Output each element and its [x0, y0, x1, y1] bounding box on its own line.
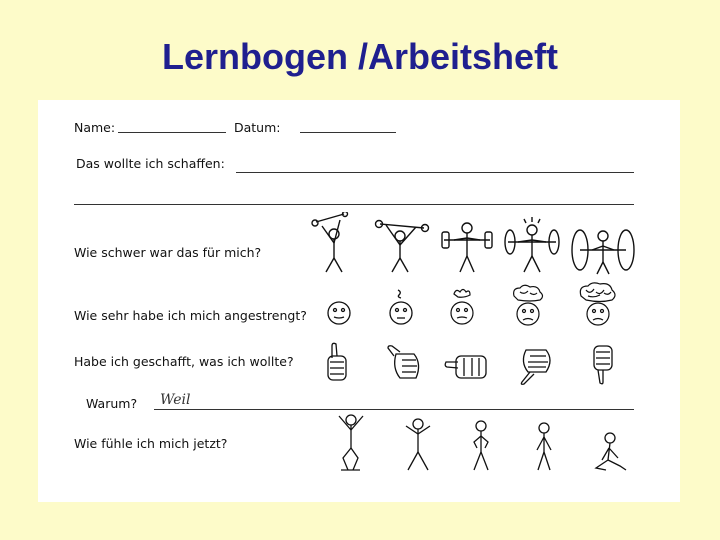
difficulty-question: Wie schwer war das für mich?: [74, 245, 262, 260]
weightlifter-small-icon: [374, 214, 430, 276]
goal-line-2[interactable]: [74, 204, 634, 205]
effort-question: Wie sehr habe ich mich angestrengt?: [74, 308, 307, 323]
face-strained-icon: [448, 286, 476, 326]
stickman-sad-icon: [532, 420, 556, 474]
feeling-question: Wie fühle ich mich jetzt?: [74, 436, 228, 451]
datum-label: Datum:: [234, 120, 281, 135]
why-answer[interactable]: Weil: [160, 392, 191, 408]
face-thinking-icon: [388, 288, 414, 326]
thumb-up-icon: [322, 342, 352, 384]
stickman-cheering-icon: [336, 412, 366, 474]
face-calm-icon: [326, 300, 352, 326]
datum-line[interactable]: [300, 132, 396, 133]
thumb-diagonal-up-icon: [386, 344, 426, 384]
face-very-strained-icon: [510, 284, 546, 328]
stickman-happy-icon: [402, 416, 434, 474]
name-line[interactable]: [118, 132, 226, 133]
weightlifter-medium-icon: [440, 218, 494, 276]
weightlifter-very-heavy-icon: [570, 222, 636, 278]
weightlifter-heavy-icon: [502, 216, 562, 276]
face-exhausted-icon: [578, 282, 618, 328]
success-question: Habe ich geschafft, was ich wollte?: [74, 354, 294, 369]
name-label: Name:: [74, 120, 116, 135]
goal-question: Das wollte ich schaffen:: [76, 156, 225, 171]
slide-title: Lernbogen /Arbeitsheft: [161, 36, 559, 77]
thumb-down-icon: [588, 344, 618, 386]
why-label: Warum?: [86, 396, 138, 411]
stickman-sitting-icon: [592, 430, 628, 474]
weightlifter-light-icon: [310, 212, 360, 276]
goal-line-1[interactable]: [236, 172, 634, 173]
thumb-sideways-icon: [444, 352, 490, 382]
thumb-diagonal-down-icon: [516, 346, 556, 386]
why-line[interactable]: [154, 409, 634, 410]
worksheet: [38, 100, 680, 502]
stickman-neutral-icon: [468, 418, 494, 474]
